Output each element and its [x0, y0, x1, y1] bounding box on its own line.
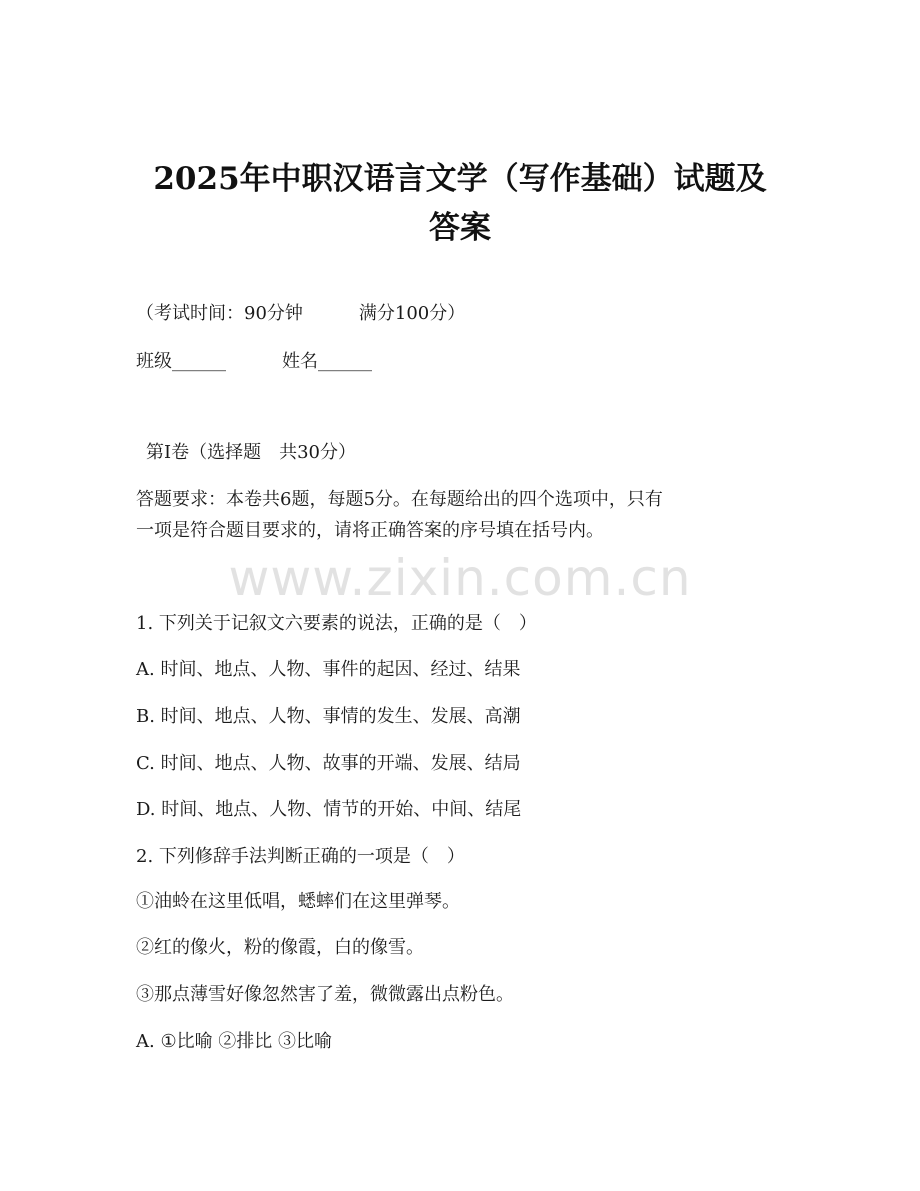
section-header: 第Ⅰ卷（选择题 共30分）	[146, 442, 357, 463]
question-2-option-a: A. ①比喻 ②排比 ③比喻	[136, 1031, 333, 1052]
watermark: www.zixin.com.cn	[228, 549, 692, 607]
document-title-line-1: 2025年中职汉语言文学（写作基础）试题及	[153, 161, 767, 197]
question-1-option-d: D. 时间、地点、人物、情节的开始、中间、结尾	[136, 799, 522, 820]
question-1-option-c: C. 时间、地点、人物、故事的开端、发展、结局	[136, 753, 521, 774]
question-2-sentence-1: ①油蛉在这里低唱，蟋蟀们在这里弹琴。	[136, 891, 460, 912]
question-2-sentence-3: ③那点薄雪好像忽然害了羞，微微露出点粉色。	[136, 984, 514, 1005]
class-field: 班级______	[136, 351, 226, 372]
document-title-line-2: 答案	[429, 210, 491, 246]
question-1-option-b: B. 时间、地点、人物、事情的发生、发展、高潮	[136, 706, 521, 727]
exam-time: （考试时间：90分钟	[136, 303, 303, 324]
instructions-line-2: 一项是符合题目要求的，请将正确答案的序号填在括号内。	[136, 520, 604, 541]
full-score: 满分100分）	[358, 303, 466, 324]
question-2-sentence-2: ②红的像火，粉的像霞，白的像雪。	[136, 937, 424, 958]
exam-info	[136, 302, 465, 326]
question-1-option-a: A. 时间、地点、人物、事件的起因、经过、结果	[136, 659, 521, 680]
question-1-stem: 1. 下列关于记叙文六要素的说法，正确的是（ ）	[136, 613, 537, 634]
instructions-line-1: 答题要求：本卷共6题，每题5分。在每题给出的四个选项中，只有	[136, 489, 663, 510]
name-field: 姓名______	[282, 351, 372, 372]
question-2-stem: 2. 下列修辞手法判断正确的一项是（ ）	[136, 846, 465, 867]
student-info	[136, 350, 372, 374]
